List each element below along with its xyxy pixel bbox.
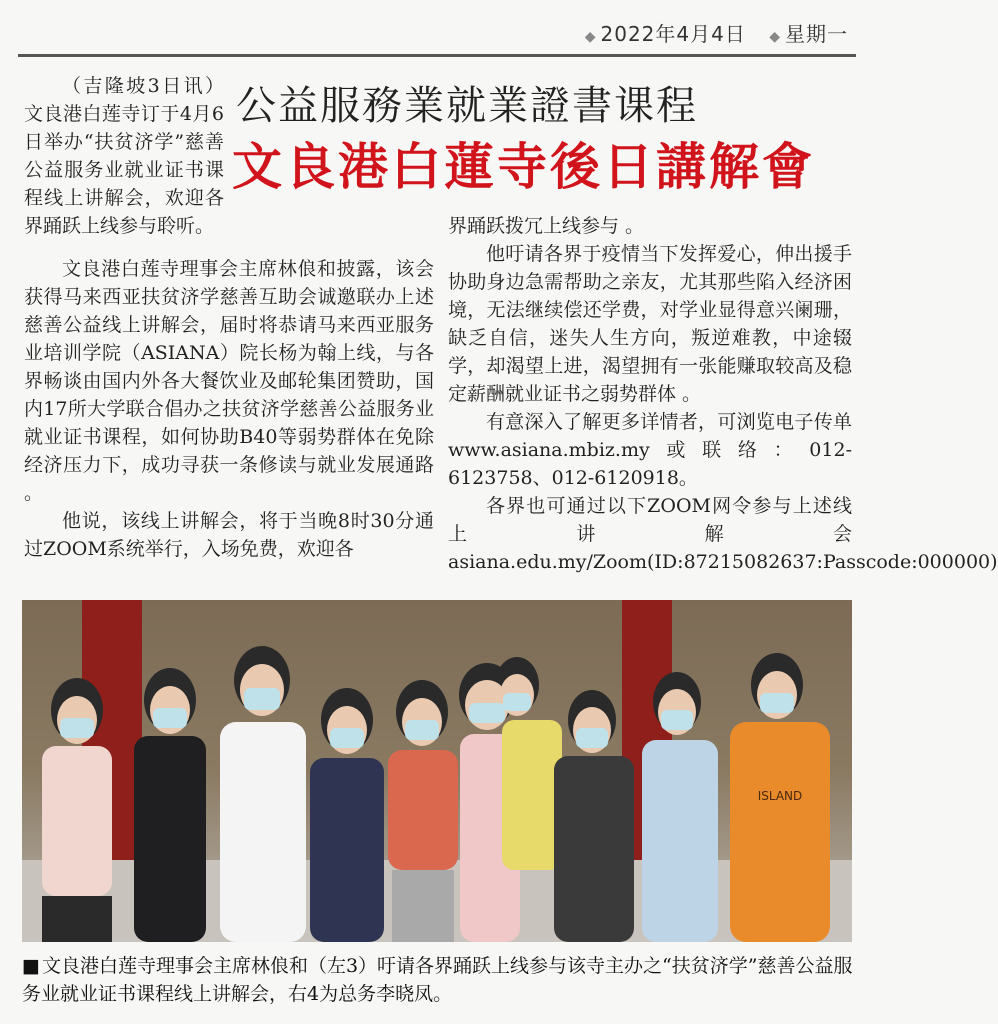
headline-top: 公益服務業就業證書课程 <box>236 83 698 129</box>
diamond-icon: ◆ <box>584 29 597 45</box>
paragraph-2: 文良港白莲寺理事会主席林俍和披露，该会获得马来西亚扶贫济学慈善互助会诚邀联办上述慈善公益线上讲解会，届时将恭请马来西亚服务业培训学院（ASIANA）院长杨为翰上线，与各界畅谈由国内外各大餐饮业及邮轮集团赞助，国内17所大学联合倡办之扶贫济学慈善公益服务业就业证书课程，如何协助B40等弱势群体在免除经济压力下，成功寻获一条修读与就业发展通路 。 <box>24 258 434 504</box>
article-column-right <box>448 212 998 576</box>
paragraph-3: 他说，该线上讲解会，将于当晚8时30分通过ZOOM系统举行，入场免费，欢迎各 <box>24 510 434 560</box>
article-lead <box>24 72 224 240</box>
paragraph-5: 有意深入了解更多详情者，可浏览电子传单www.asiana.mbiz.my或联络：012-6123758、012-6120918。 <box>448 411 852 489</box>
publication-weekday: 星期一 <box>785 22 848 46</box>
group-photo-illustration <box>22 600 852 942</box>
group-photo <box>22 600 852 942</box>
headline-main: 文良港白蓮寺後日講解會 <box>232 138 815 196</box>
diamond-icon: ◆ <box>769 29 781 45</box>
photo-caption <box>22 952 854 1008</box>
caption-square-icon: ■ <box>22 955 40 977</box>
article-column-left <box>24 255 434 563</box>
lead-paragraph: （吉隆坡3日讯）文良港白莲寺订于4月6日举办“扶贫济学”慈善公益服务业就业证书课程线上讲解会，欢迎各界踊跃上线参与聆听。 <box>24 75 224 237</box>
paragraph-4: 他吁请各界于疫情当下发挥爱心，伸出援手协助身边急需帮助之亲友，尤其那些陷入经济困境，无法继续偿还学费，对学业显得意兴阑珊，缺乏自信，迷失人生方向，叛逆难教，中途辍学，却渴望上进，渴望拥有一张能赚取较高及稳定薪酬就业证书之弱势群体 。 <box>448 243 852 405</box>
dateline <box>585 18 848 47</box>
paragraph-6: 各界也可通过以下ZOOM网令参与上述线上讲解会asiana.edu.my/Zoom(ID:87215082637:Passcode:000000) <box>448 495 998 573</box>
publication-date: 2022年4月4日 <box>600 22 746 46</box>
paragraph-3-continued: 界踊跃拨冗上线参与 。 <box>448 215 645 237</box>
shirt-text: ISLAND <box>757 789 803 803</box>
caption-text: 文良港白莲寺理事会主席林俍和（左3）吁请各界踊跃上线参与该寺主办之“扶贫济学”慈善公益服务业就业证书课程线上讲解会，右4为总务李晓凤。 <box>22 955 853 1005</box>
header-rule <box>18 54 856 57</box>
